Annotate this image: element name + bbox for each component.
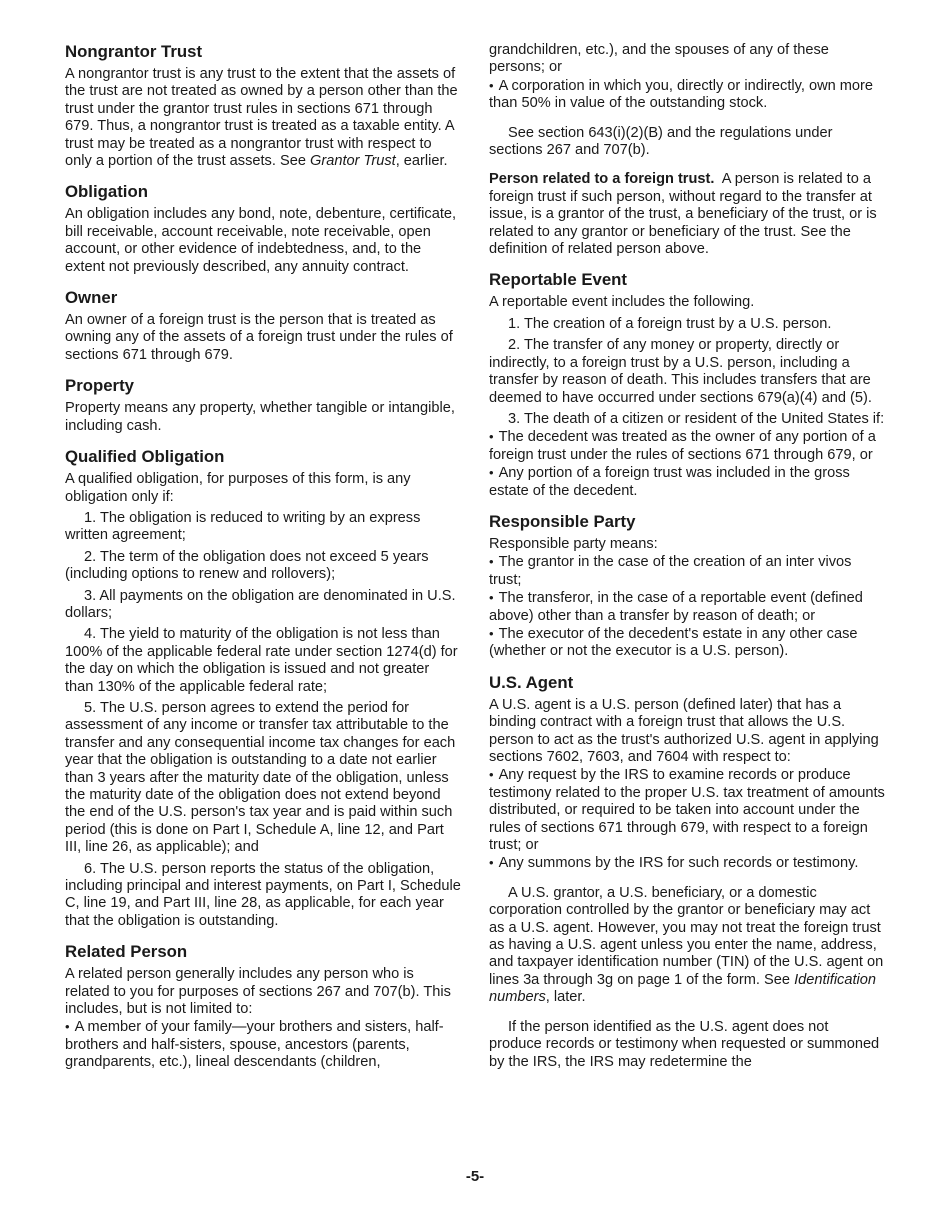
section-related-person [65, 942, 461, 1071]
list-item: 1. The creation of a foreign trust by a U.S. person. [508, 315, 832, 332]
responsible-party-intro: Responsible party means: [489, 535, 658, 552]
section-us-agent [489, 673, 885, 1071]
bullet-item: • Any portion of a foreign trust was included in the gross estate of the decedent. [489, 464, 885, 500]
list-item: 1. The obligation is reduced to writing by an express written agreement; [65, 509, 421, 544]
bullet-item: • A member of your family—your brothers and sisters, half-brothers and half-sisters, spouse, ancestors (parents, grandparents, etc.), lineal descendants (children, [65, 1018, 461, 1071]
section-person-related-foreign-trust [489, 171, 885, 258]
bullet-item: • The transferor, in the case of a reportable event (defined above) other than a transfer by reason of death; or [489, 589, 885, 625]
related-person-intro: A related person generally includes any person who is related to you for purposes of sections 267 and 707(b). This includes, but is not limited to: [65, 966, 451, 1018]
bullet-item: • The decedent was treated as the owner of any portion of a foreign trust under the rules of sections 671 through 679, or [489, 428, 885, 464]
identification-numbers-reference: Identification numbers [489, 971, 877, 1006]
obligation-text: An obligation includes any bond, note, debenture, certificate, bill receivable, account receivable, note receivable, open account, or other evidence of indebtedness, and, to the extent not previously described, any annuity contract. [65, 206, 457, 275]
section-owner [65, 288, 461, 364]
list-item: 5. The U.S. person agrees to extend the period for assessment of any income or transfer tax attributable to the transfer and any consequential income tax changes for each year that the obligation is outstanding to a date not earlier than 3 years after the maturity date of the obligation, unless the maturity date of the obligation does not extend beyond the end of the U.S. person's tax year and is paid within such period (this is done on Part I, Schedule A, line 12, and Part III, line 26, as applicable); and [65, 699, 456, 856]
bullet-item: • Any request by the IRS to examine records or produce testimony related to the proper U.S. tax treatment of amounts distributed, or required to be taken into account under the rules of sections 671 through 679, with respect to a foreign trust; or [489, 766, 885, 854]
section-qualified-obligation [65, 447, 461, 930]
heading-qualified-obligation: Qualified Obligation [65, 447, 225, 467]
section-nongrantor-trust [65, 42, 461, 170]
section-related-person-continued [489, 42, 885, 159]
reportable-event-intro: A reportable event includes the following. [489, 294, 755, 311]
heading-related-person: Related Person [65, 942, 188, 962]
right-column [489, 42, 885, 1083]
heading-owner: Owner [65, 288, 118, 308]
related-person-continuation: grandchildren, etc.), and the spouses of any of these persons; or [489, 42, 829, 76]
bullet-item: • The executor of the decedent's estate in any other case (whether or not the executor is a U.S. person). [489, 625, 885, 661]
section-responsible-party [489, 512, 885, 661]
list-item: 2. The transfer of any money or property, directly or indirectly, to a foreign trust by a U.S. person, including a transfer by reason of death. This includes transfers that are deemed to have occurred under sections 679(a)(4) and (5). [489, 337, 872, 406]
heading-property: Property [65, 376, 135, 396]
list-item: 2. The term of the obligation does not exceed 5 years (including options to renew and rollovers); [65, 548, 429, 583]
nongrantor-trust-text: A nongrantor trust is any trust to the extent that the assets of the trust are not treated as owned by a person other than the trust under the grantor trust rules in sections 671 through 679. Thus, a nongrantor trust is treated as a taxable entity. A trust may be treated as a nongrantor trust with respect to only a portion of the trust assets. See Grantor Trust, earlier. [65, 66, 458, 170]
list-item: 4. The yield to maturity of the obligation is not less than 100% of the applicable federal rate under section 1274(d) for the day on which the obligation is issued and not greater than 130% of the applicable federal rate; [65, 626, 458, 695]
list-item: 3. All payments on the obligation are denominated in U.S. dollars; [65, 587, 456, 621]
heading-obligation: Obligation [65, 182, 148, 202]
related-person-see-note: See section 643(i)(2)(B) and the regulations under sections 267 and 707(b). [489, 124, 833, 159]
heading-responsible-party: Responsible Party [489, 511, 636, 531]
heading-us-agent: U.S. Agent [489, 672, 574, 692]
bullet-item: • A corporation in which you, directly or indirectly, own more than 50% in value of the outstanding stock. [489, 77, 885, 113]
us-agent-intro: A U.S. agent is a U.S. person (defined later) that has a binding contract with a foreign trust that allows the U.S. person to act as the trust's authorized U.S. agent in applying sections 7602, 7603, and 7604 with respect to: [489, 696, 879, 765]
us-agent-paragraph: If the person identified as the U.S. agent does not produce records or testimony when requested or summoned by the IRS, the IRS may redetermine the [489, 1018, 880, 1070]
bullet-item: • The grantor in the case of the creation of an inter vivos trust; [489, 553, 885, 589]
list-item: 6. The U.S. person reports the status of the obligation, including principal and interest payments, on Part I, Schedule C, line 19, and Part III, line 28, as applicable, for each year that the obligation is outstanding. [65, 860, 461, 929]
section-obligation [65, 182, 461, 276]
property-text: Property means any property, whether tangible or intangible, including cash. [65, 400, 455, 434]
bullet-item: • Any summons by the IRS for such records or testimony. [489, 854, 885, 872]
page-number: -5- [465, 1168, 485, 1185]
heading-nongrantor-trust: Nongrantor Trust [65, 42, 203, 61]
run-in-heading: Person related to a foreign trust. [489, 171, 715, 188]
list-item: 3. The death of a citizen or resident of the United States if: [508, 410, 885, 427]
heading-reportable-event: Reportable Event [489, 270, 628, 290]
qualified-obligation-intro: A qualified obligation, for purposes of this form, is any obligation only if: [65, 471, 411, 505]
owner-text: An owner of a foreign trust is the person that is treated as owning any of the assets of a foreign trust under the rules of sections 671 through 679. [65, 312, 453, 363]
left-column [65, 42, 461, 1084]
section-property [65, 376, 461, 435]
foreign-trust-related-text: Person related to a foreign trust. A person is related to a foreign trust if such person, without regard to the transfer at issue, is a grantor of the trust, a beneficiary of the trust, or is related to any grantor or beneficiary of the trust. See the definition of related person above. [489, 171, 877, 258]
us-agent-paragraph: A U.S. grantor, a U.S. beneficiary, or a domestic corporation controlled by the grantor or beneficiary may act as a U.S. agent. However, you may not treat the foreign trust as having a U.S. agent unless you enter the name, address, and taxpayer identification number (TIN) of the U.S. agent on lines 3a through 3g on page 1 of the form. See Identification numbers, later. [489, 884, 884, 1006]
section-reportable-event [489, 270, 885, 499]
grantor-trust-reference: Grantor Trust [310, 153, 396, 170]
